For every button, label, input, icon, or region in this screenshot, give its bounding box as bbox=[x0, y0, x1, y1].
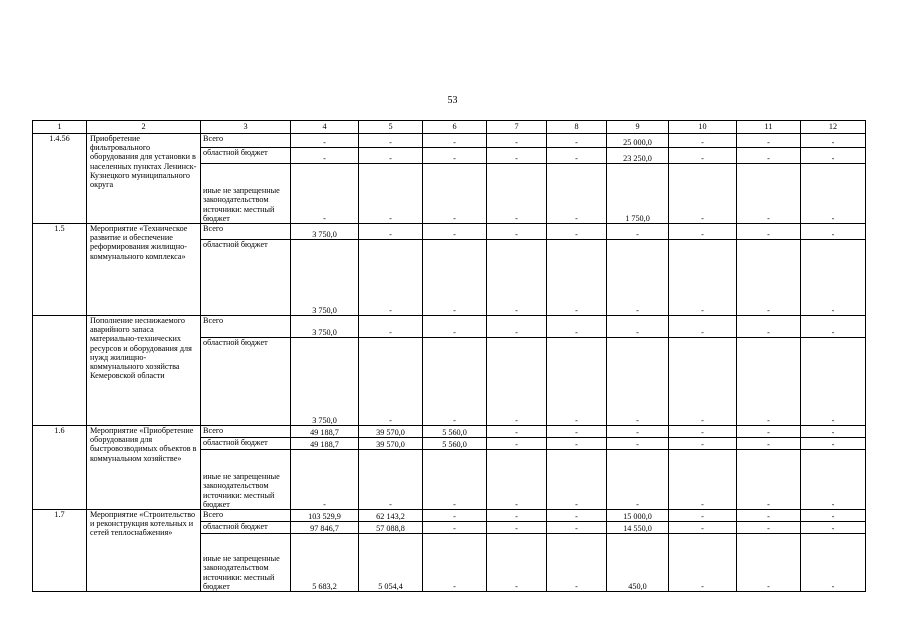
value-cell: 3 750,0 bbox=[291, 316, 359, 338]
value-cell: - bbox=[547, 338, 607, 426]
value-cell: - bbox=[547, 510, 607, 522]
row-code: 1.7 bbox=[33, 510, 87, 592]
value-cell: - bbox=[737, 240, 801, 316]
value-cell: 14 550,0 bbox=[607, 522, 669, 534]
value-cell: 3 750,0 bbox=[291, 240, 359, 316]
value-cell: - bbox=[801, 522, 866, 534]
value-cell: - bbox=[487, 450, 547, 510]
column-header: 5 bbox=[359, 121, 423, 134]
value-cell: 3 750,0 bbox=[291, 224, 359, 240]
value-cell: - bbox=[801, 134, 866, 148]
funding-source: областной бюджет bbox=[201, 240, 291, 316]
value-cell: 25 000,0 bbox=[607, 134, 669, 148]
value-cell: - bbox=[737, 164, 801, 224]
value-cell: - bbox=[423, 224, 487, 240]
value-cell: - bbox=[547, 426, 607, 438]
value-cell: - bbox=[737, 510, 801, 522]
value-cell: - bbox=[801, 450, 866, 510]
value-cell: - bbox=[423, 534, 487, 592]
value-cell: - bbox=[423, 316, 487, 338]
value-cell: - bbox=[487, 522, 547, 534]
row-description: Мероприятие «Приобретение оборудования для быстровозводимых объектов в коммунальном хозяйстве» bbox=[87, 426, 201, 510]
funding-source: Всего bbox=[201, 224, 291, 240]
table-row bbox=[33, 224, 866, 240]
table-row bbox=[33, 316, 866, 338]
value-cell: - bbox=[291, 164, 359, 224]
value-cell: 5 560,0 bbox=[423, 438, 487, 450]
value-cell: - bbox=[669, 534, 737, 592]
value-cell: - bbox=[801, 338, 866, 426]
value-cell: 39 570,0 bbox=[359, 438, 423, 450]
value-cell: - bbox=[607, 338, 669, 426]
value-cell: - bbox=[423, 450, 487, 510]
row-code: 1.4.56 bbox=[33, 134, 87, 224]
column-header: 2 bbox=[87, 121, 201, 134]
value-cell: - bbox=[423, 164, 487, 224]
value-cell: - bbox=[291, 148, 359, 164]
row-description: Мероприятие «Строительство и реконструкция котельных и сетей теплоснабжения» bbox=[87, 510, 201, 592]
value-cell: - bbox=[547, 534, 607, 592]
value-cell: - bbox=[737, 522, 801, 534]
page-number: 53 bbox=[447, 95, 458, 106]
value-cell: - bbox=[669, 148, 737, 164]
value-cell: - bbox=[423, 134, 487, 148]
row-code: 1.6 bbox=[33, 426, 87, 510]
value-cell: - bbox=[291, 134, 359, 148]
value-cell: 15 000,0 bbox=[607, 510, 669, 522]
funding-source: областной бюджет bbox=[201, 148, 291, 164]
value-cell: 5 560,0 bbox=[423, 426, 487, 438]
value-cell: - bbox=[669, 338, 737, 426]
value-cell: - bbox=[359, 240, 423, 316]
row-code: 1.5 bbox=[33, 224, 87, 316]
value-cell: - bbox=[607, 450, 669, 510]
value-cell: - bbox=[359, 316, 423, 338]
value-cell: - bbox=[737, 338, 801, 426]
value-cell: - bbox=[669, 164, 737, 224]
value-cell: - bbox=[291, 450, 359, 510]
row-description: Приобретение фильтровального оборудования для установки в населенных пунктах Ленинск-Кузнецкого муниципального округа bbox=[87, 134, 201, 224]
value-cell: - bbox=[487, 148, 547, 164]
value-cell: - bbox=[547, 240, 607, 316]
value-cell: - bbox=[547, 164, 607, 224]
value-cell: - bbox=[737, 134, 801, 148]
value-cell: - bbox=[423, 522, 487, 534]
value-cell: - bbox=[423, 148, 487, 164]
value-cell: - bbox=[547, 134, 607, 148]
value-cell: - bbox=[487, 426, 547, 438]
value-cell: - bbox=[487, 316, 547, 338]
value-cell: - bbox=[607, 438, 669, 450]
value-cell: 103 529,9 bbox=[291, 510, 359, 522]
funding-source: Всего bbox=[201, 510, 291, 522]
column-header: 11 bbox=[737, 121, 801, 134]
value-cell: - bbox=[669, 522, 737, 534]
column-header: 7 bbox=[487, 121, 547, 134]
value-cell: - bbox=[737, 148, 801, 164]
value-cell: - bbox=[737, 450, 801, 510]
value-cell: - bbox=[359, 338, 423, 426]
row-code bbox=[33, 316, 87, 426]
value-cell: 97 846,7 bbox=[291, 522, 359, 534]
value-cell: - bbox=[547, 450, 607, 510]
funding-source: Всего bbox=[201, 426, 291, 438]
value-cell: - bbox=[423, 338, 487, 426]
value-cell: - bbox=[359, 164, 423, 224]
table-row bbox=[33, 134, 866, 148]
funding-source: иные не запрещенные законодательством источники: местный бюджет bbox=[201, 534, 291, 592]
value-cell: - bbox=[487, 224, 547, 240]
column-header: 3 bbox=[201, 121, 291, 134]
value-cell: - bbox=[801, 148, 866, 164]
column-header: 4 bbox=[291, 121, 359, 134]
value-cell: 49 188,7 bbox=[291, 426, 359, 438]
funding-source: иные не запрещенные законодательством источники: местный бюджет bbox=[201, 164, 291, 224]
value-cell: 1 750,0 bbox=[607, 164, 669, 224]
row-description: Мероприятие «Техническое развитие и обеспечение реформирования жилищно-коммунального комплекса» bbox=[87, 224, 201, 316]
value-cell: - bbox=[801, 240, 866, 316]
value-cell: - bbox=[801, 426, 866, 438]
value-cell: - bbox=[423, 240, 487, 316]
value-cell: - bbox=[669, 134, 737, 148]
table-row bbox=[33, 426, 866, 438]
value-cell: - bbox=[487, 438, 547, 450]
row-description: Пополнение неснижаемого аварийного запаса материально-технических ресурсов и оборудования для нужд жилищно-коммунального хозяйства Кемеровской области bbox=[87, 316, 201, 426]
column-header: 6 bbox=[423, 121, 487, 134]
value-cell: - bbox=[487, 338, 547, 426]
value-cell: - bbox=[737, 426, 801, 438]
value-cell: - bbox=[607, 426, 669, 438]
funding-source: областной бюджет bbox=[201, 338, 291, 426]
value-cell: - bbox=[737, 316, 801, 338]
value-cell: - bbox=[669, 450, 737, 510]
value-cell: - bbox=[801, 316, 866, 338]
value-cell: 5 683,2 bbox=[291, 534, 359, 592]
value-cell: - bbox=[737, 224, 801, 240]
value-cell: - bbox=[487, 164, 547, 224]
value-cell: 450,0 bbox=[607, 534, 669, 592]
value-cell: - bbox=[607, 240, 669, 316]
value-cell: - bbox=[669, 426, 737, 438]
value-cell: - bbox=[547, 316, 607, 338]
value-cell: - bbox=[737, 534, 801, 592]
value-cell: - bbox=[669, 438, 737, 450]
value-cell: - bbox=[669, 224, 737, 240]
value-cell: - bbox=[669, 316, 737, 338]
value-cell: - bbox=[487, 134, 547, 148]
value-cell: - bbox=[359, 224, 423, 240]
value-cell: - bbox=[547, 148, 607, 164]
value-cell: 3 750,0 bbox=[291, 338, 359, 426]
value-cell: 49 188,7 bbox=[291, 438, 359, 450]
value-cell: - bbox=[607, 224, 669, 240]
funding-source: Всего bbox=[201, 316, 291, 338]
value-cell: - bbox=[359, 134, 423, 148]
column-header: 1 bbox=[33, 121, 87, 134]
funding-source: областной бюджет bbox=[201, 522, 291, 534]
value-cell: - bbox=[547, 438, 607, 450]
value-cell: - bbox=[487, 534, 547, 592]
value-cell: - bbox=[669, 510, 737, 522]
funding-source: Всего bbox=[201, 134, 291, 148]
value-cell: - bbox=[423, 510, 487, 522]
value-cell: 23 250,0 bbox=[607, 148, 669, 164]
value-cell: - bbox=[669, 240, 737, 316]
value-cell: - bbox=[487, 240, 547, 316]
column-header: 10 bbox=[669, 121, 737, 134]
table-row bbox=[33, 510, 866, 522]
value-cell: - bbox=[801, 164, 866, 224]
value-cell: - bbox=[487, 510, 547, 522]
column-header: 8 bbox=[547, 121, 607, 134]
column-header: 12 bbox=[801, 121, 866, 134]
value-cell: 5 054,4 bbox=[359, 534, 423, 592]
value-cell: - bbox=[801, 438, 866, 450]
value-cell: - bbox=[607, 316, 669, 338]
value-cell: - bbox=[359, 148, 423, 164]
budget-table bbox=[32, 120, 866, 592]
value-cell: 39 570,0 bbox=[359, 426, 423, 438]
funding-source: иные не запрещенные законодательством источники: местный бюджет bbox=[201, 450, 291, 510]
value-cell: - bbox=[801, 510, 866, 522]
value-cell: - bbox=[801, 534, 866, 592]
value-cell: - bbox=[547, 224, 607, 240]
value-cell: - bbox=[547, 522, 607, 534]
funding-source: областной бюджет bbox=[201, 438, 291, 450]
value-cell: - bbox=[359, 450, 423, 510]
column-header: 9 bbox=[607, 121, 669, 134]
value-cell: 62 143,2 bbox=[359, 510, 423, 522]
value-cell: - bbox=[801, 224, 866, 240]
header-row bbox=[33, 121, 866, 134]
value-cell: 57 088,8 bbox=[359, 522, 423, 534]
value-cell: - bbox=[737, 438, 801, 450]
